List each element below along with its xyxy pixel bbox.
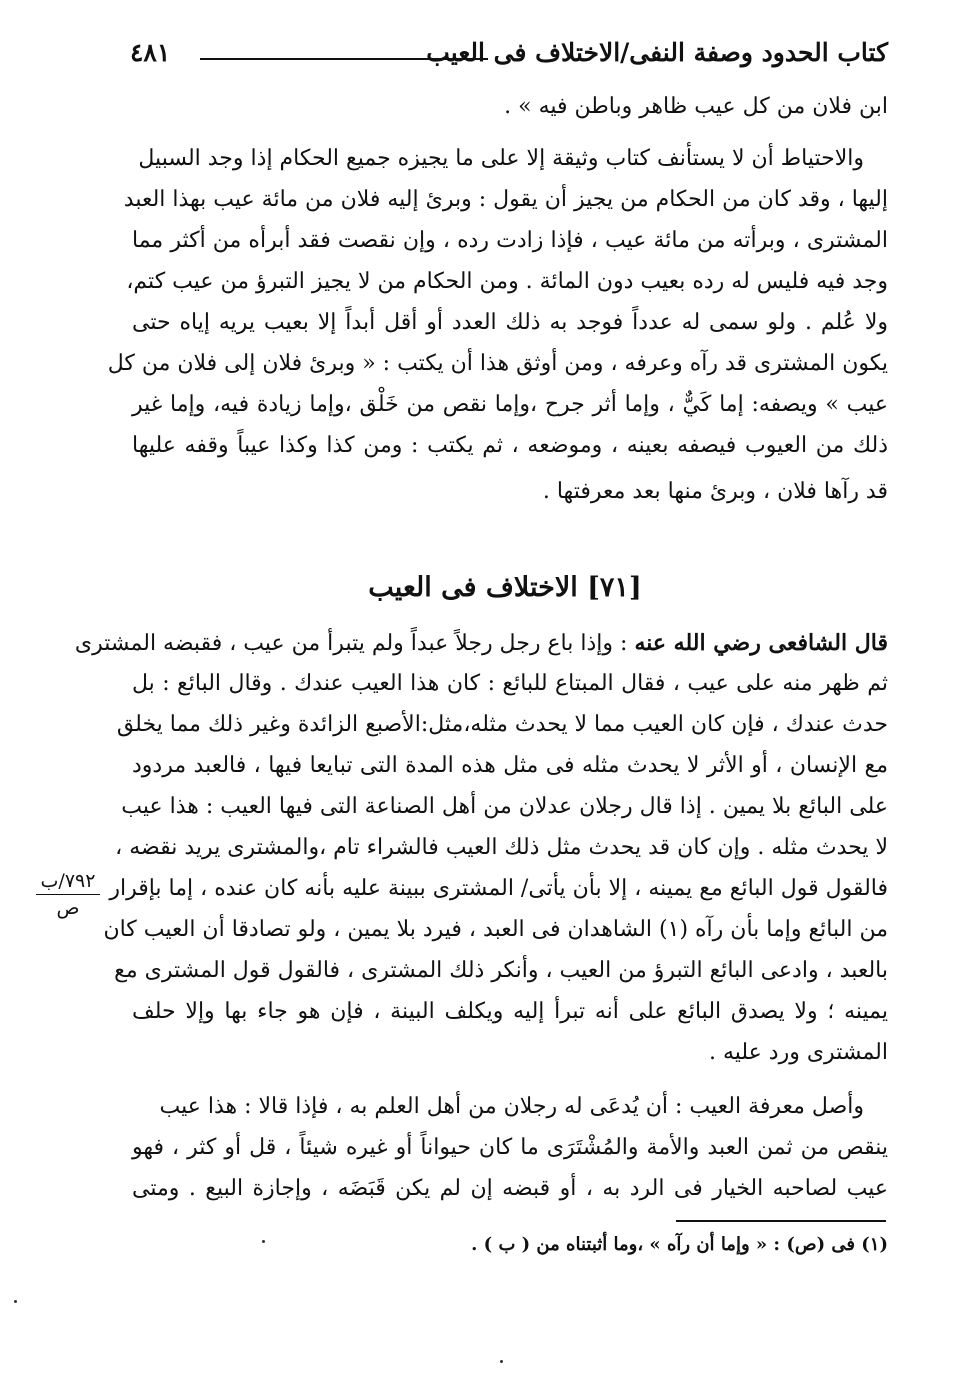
text-line: يمينه ؛ ولا يصدق البائع على أنه تبرأ إليه ويكلف البينة ، فإن هو جاء بها وإلا حلف	[132, 999, 888, 1024]
speaker-lead: قال الشافعى رضي الله عنه	[634, 630, 888, 656]
text-line: على البائع بلا يمين . إذا قال رجلان عدلان من أهل الصناعة التى فيها العيب : هذا عيب	[121, 794, 888, 819]
text-line: ولا عُلم . ولو سمى له عدداً فوجد به ذلك العدد أو أقل أبداً إلا بعيب يريه إياه حتى	[132, 310, 888, 335]
text-line: المشترى ورد عليه .	[708, 1040, 888, 1065]
folio-ref: ٧٩٢/ب	[40, 870, 96, 892]
text-line: وأصل معرفة العيب : أن يُدعَى له رجلان من أهل العلم به ، فإذا قالا : هذا عيب	[159, 1094, 864, 1119]
text-line: ينقص من ثمن العبد والأمة والمُشْتَرَى ما كان حيواناً أو غيره شيئاً ، قل أو كثر ، فهو	[132, 1135, 888, 1160]
text-line: فالقول قول البائع مع يمينه ، إلا بأن يأتى/ المشترى ببينة عليه بأنه كان عنده ، إما بإقرار	[109, 876, 888, 901]
text-line: حدث عندك ، فإن كان العيب مما لا يحدث مثله،مثل:الأصبع الزائدة وغير ذلك مما يخلق	[116, 712, 888, 737]
text-line: والاحتياط أن لا يستأنف كتاب وثيقة إلا على ما يجيزه جميع الحكام إذا وجد السبيل	[138, 146, 864, 171]
text-line: ابن فلان من كل عيب ظاهر وباطن فيه » .	[504, 94, 888, 119]
folio-source: ص	[56, 897, 80, 919]
text-line: المشترى ، وبرأته من مائة عيب ، فإذا زادت رده ، وإن نقصت فقد أبرأه من أكثر مما	[132, 228, 888, 253]
text-line: عيب » ويصفه: إما كَيٌّ ، وإما أثر جرح ،وإما نقص من خَلْق ،وإما زيادة فيه، وإما غير	[132, 392, 888, 417]
text-span: : وإذا باع رجل رجلاً عبداً ولم يتبرأ من عيب ، فقبضه المشترى	[74, 631, 635, 656]
scan-speck	[14, 1300, 17, 1303]
text-line: وجد فيه فليس له رده بعيب دون المائة . ومن الحكام من لا يجيز التبرؤ من عيب كتم،	[126, 269, 888, 294]
text-line: ثم ظهر منه على عيب ، فقال المبتاع للبائع : كان هذا العيب عندك . وقال البائع : بل	[132, 671, 888, 696]
text-line: إليها ، وقد كان من الحكام من يجيز أن يقول : وبرئ إليه فلان من مائة عيب بهذا العبد	[123, 187, 888, 212]
text-line: من البائع وإما بأن رآه (١) الشاهدان فى العبد ، فيرد بلا يمين ، ولو تصادقا أن العيب كان	[103, 917, 888, 942]
text-line: يكون المشترى قد رآه وعرفه ، ومن أوثق هذا أن يكتب : « وبرئ فلان إلى فلان من كل	[107, 351, 888, 376]
page-number: ٤٨١	[130, 38, 171, 67]
header-title: كتاب الحدود وصفة النفى/الاختلاف فى العيب	[426, 38, 888, 67]
text-line: لا يحدث مثله . وإن كان قد يحدث مثل ذلك العيب فالشراء تام ،والمشترى يريد نقضه ،	[115, 835, 888, 860]
scan-speck	[262, 1240, 265, 1243]
footnote: (١) فى (ص) : « وإما أن رآه » ،وما أثبتناه من ( ب ) .	[471, 1234, 888, 1255]
text-line: قد رآها فلان ، وبرئ منها بعد معرفتها .	[542, 479, 888, 504]
text-line: بالعبد ، وادعى البائع التبرؤ من العيب ، وأنكر ذلك المشترى ، فالقول قول المشترى مع	[114, 958, 888, 983]
text-line: مع الإنسان ، أو الأثر لا يحدث مثله فى مثل هذه المدة التى تبايعا فيها ، فالعبد مردود	[132, 753, 888, 778]
text-line: عيب لصاحبه الخيار فى الرد به ، أو قبضه إن لم يكن قَبَضَه ، وإجازة البيع . ومتى	[132, 1176, 888, 1201]
footnote-rule	[676, 1220, 886, 1222]
section-heading: [٧١] الاختلاف فى العيب	[368, 572, 642, 603]
text-line: ذلك من العيوب فيصفه بعينه ، وموضعه ، ثم يكتب : ومن كذا وكذا عيباً وقفه عليها	[132, 433, 888, 458]
manuscript-folio-note	[28, 868, 108, 921]
running-header	[130, 38, 888, 78]
header-rule	[200, 58, 488, 60]
scan-speck	[500, 1360, 503, 1363]
text-line	[74, 626, 888, 661]
